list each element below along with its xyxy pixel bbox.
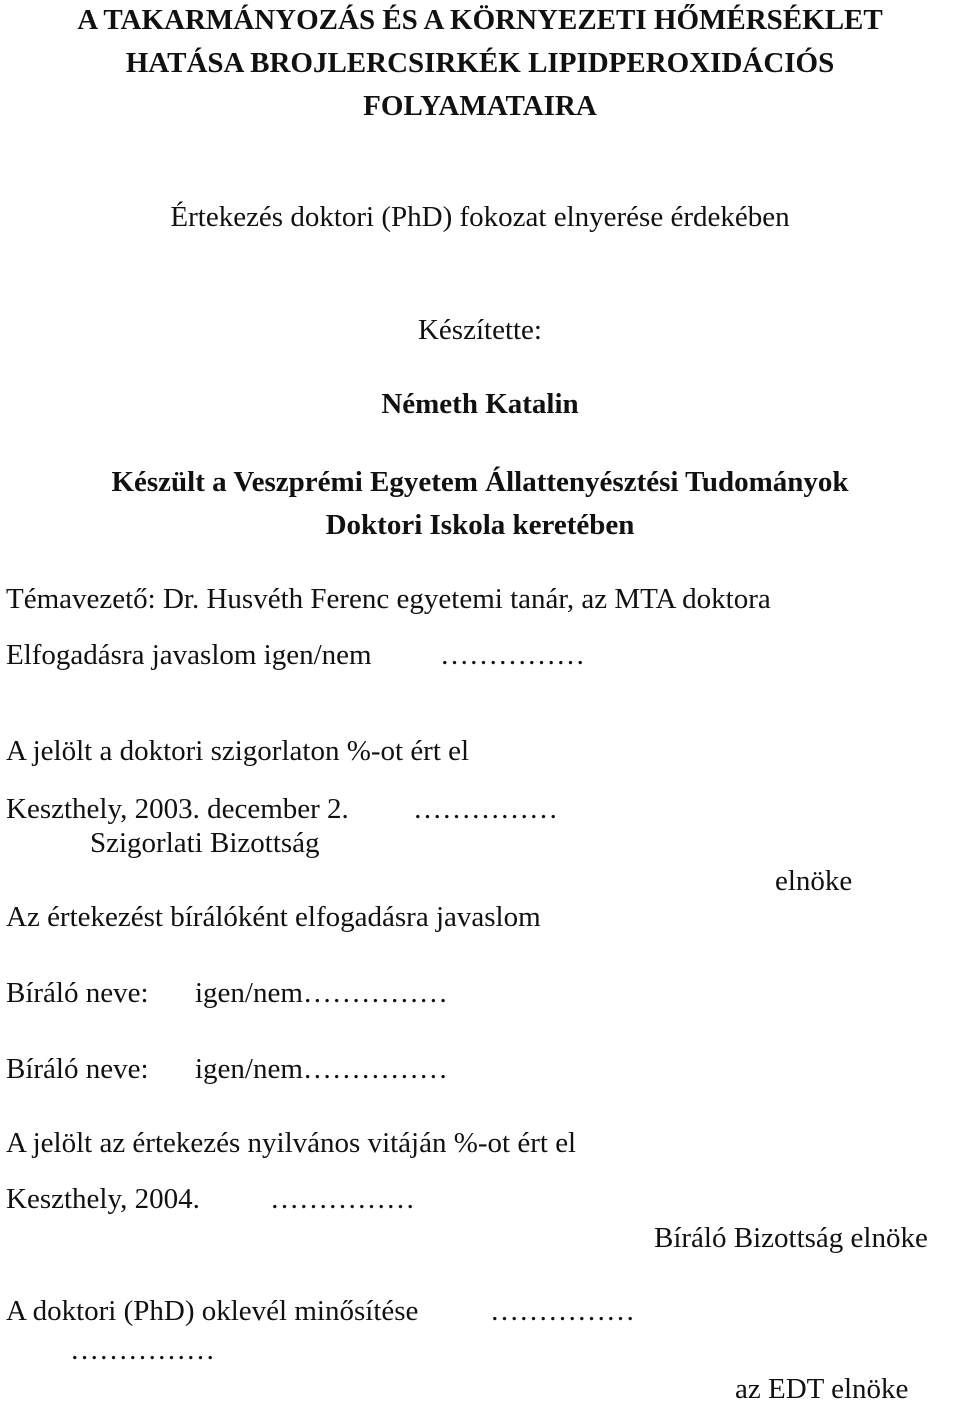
title-line-1: A TAKARMÁNYOZÁS ÉS A KÖRNYEZETI HŐMÉRSÉKLET <box>77 4 883 36</box>
defense-dots: …………… <box>270 1183 415 1215</box>
institution-line-1: Készült a Veszprémi Egyetem Állattenyésztési Tudományok <box>111 466 849 498</box>
title-line-2: HATÁSA BROJLERCSIRKÉK LIPIDPEROXIDÁCIÓS <box>125 47 835 79</box>
exam-place-date: Keszthely, 2003. december 2. <box>6 793 349 825</box>
diploma-dots-2: …………… <box>70 1334 215 1366</box>
diploma-label: A doktori (PhD) oklevél minősítése <box>6 1295 419 1327</box>
exam-result: A jelölt a doktori szigorlaton %-ot ért el <box>6 735 470 767</box>
defense-result: A jelölt az értekezés nyilvános vitáján %-ot ért el <box>6 1127 577 1159</box>
defense-place-date: Keszthely, 2004. <box>6 1183 200 1215</box>
review-intro: Az értekezést bírálóként elfogadásra javaslom <box>6 901 541 933</box>
exam-committee: Szigorlati Bizottság <box>90 827 320 859</box>
edt-chair: az EDT elnöke <box>735 1373 909 1405</box>
author-label: Készítette: <box>417 314 542 346</box>
author-name: Németh Katalin <box>381 388 579 420</box>
defense-committee-chair: Bíráló Bizottság elnöke <box>654 1222 928 1254</box>
reviewer-2-answer: igen/nem…………… <box>195 1053 448 1085</box>
acceptance-dots: …………… <box>440 639 585 671</box>
acceptance-label: Elfogadásra javaslom igen/nem <box>6 639 372 671</box>
title-line-3: FOLYAMATAIRA <box>363 90 597 122</box>
exam-chair: elnöke <box>775 865 853 897</box>
reviewer-1-answer: igen/nem…………… <box>195 977 448 1009</box>
diploma-dots-1: …………… <box>490 1295 635 1327</box>
subtitle: Értekezés doktori (PhD) fokozat elnyerése érdekében <box>170 201 790 233</box>
reviewer-2-label: Bíráló neve: <box>6 1053 149 1085</box>
reviewer-1-label: Bíráló neve: <box>6 977 149 1009</box>
supervisor-line: Témavezető: Dr. Husvéth Ferenc egyetemi tanár, az MTA doktora <box>6 583 771 615</box>
institution-line-2: Doktori Iskola keretében <box>325 509 635 541</box>
exam-dots: …………… <box>413 793 558 825</box>
